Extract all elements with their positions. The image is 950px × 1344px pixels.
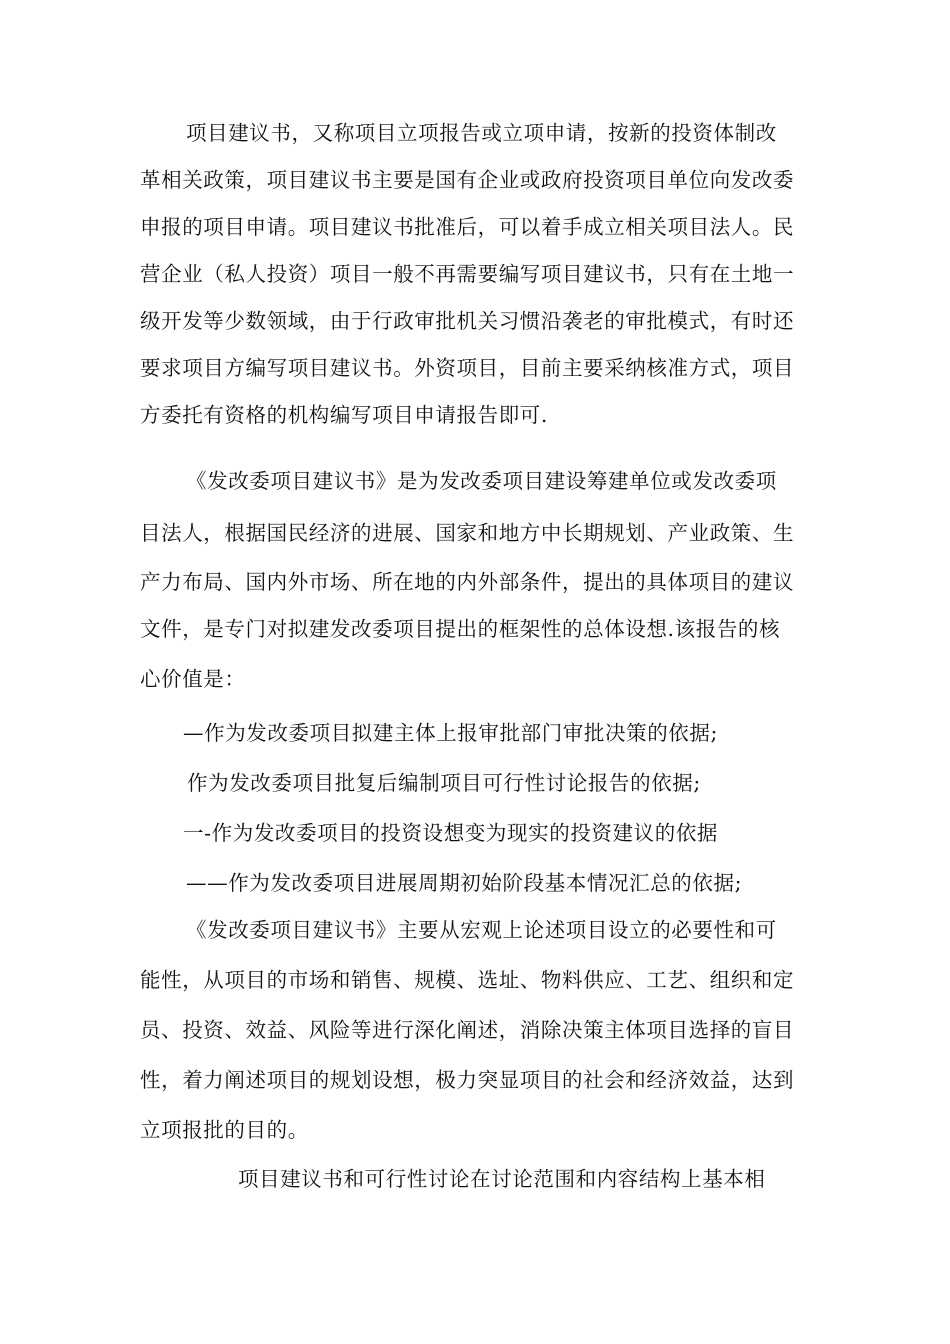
list-item-2: 作为发改委项目批复后编制项目可行性讨论报告的依据; bbox=[187, 771, 701, 795]
paragraph-4-line-1: 项目建议书和可行性讨论在讨论范围和内容结构上基本相 bbox=[238, 1167, 766, 1191]
paragraph-3-line-5: 立项报批的目的。 bbox=[140, 1118, 309, 1142]
paragraph-2-line-1: 《发改委项目建议书》是为发改委项目建设筹建单位或发改委项 bbox=[186, 469, 777, 493]
paragraph-2-line-2: 目法人，根据国民经济的进展、国家和地方中长期规划、产业政策、生 bbox=[140, 521, 795, 545]
paragraph-1-line-5: 级开发等少数领域，由于行政审批机关习惯沿袭老的审批模式，有时还 bbox=[140, 309, 795, 333]
paragraph-3-line-3: 员、投资、效益、风险等进行深化阐述，消除决策主体项目选择的盲目 bbox=[140, 1018, 795, 1042]
paragraph-2-line-3: 产力布局、国内外市场、所在地的内外部条件，提出的具体项目的建议 bbox=[140, 570, 795, 594]
paragraph-1-line-7: 方委托有资格的机构编写项目申请报告即可. bbox=[140, 403, 549, 427]
paragraph-3-line-4: 性，着力阐述项目的规划设想，极力突显项目的社会和经济效益，达到 bbox=[140, 1068, 795, 1092]
list-item-4: ——作为发改委项目进展周期初始阶段基本情况汇总的依据; bbox=[186, 871, 743, 895]
list-item-1: —作为发改委项目拟建主体上报审批部门审批决策的依据; bbox=[183, 721, 719, 745]
paragraph-1-line-4: 营企业（私人投资）项目一般不再需要编写项目建议书，只有在土地一 bbox=[140, 262, 795, 286]
paragraph-3-line-2: 能性，从项目的市场和销售、规模、选址、物料供应、工艺、组织和定 bbox=[140, 968, 795, 992]
paragraph-2-line-4: 文件，是专门对拟建发改委项目提出的框架性的总体设想.该报告的核 bbox=[140, 617, 781, 641]
paragraph-1-line-6: 要求项目方编写项目建议书。外资项目，目前主要采纳核准方式，项目 bbox=[140, 356, 795, 380]
paragraph-2-line-5: 心价值是： bbox=[140, 667, 246, 691]
paragraph-1-line-3: 申报的项目申请。项目建议书批准后，可以着手成立相关项目法人。民 bbox=[140, 215, 795, 239]
paragraph-3-line-1: 《发改委项目建议书》主要从宏观上论述项目设立的必要性和可 bbox=[186, 918, 777, 942]
paragraph-1-line-2: 革相关政策，项目建议书主要是国有企业或政府投资项目单位向发改委 bbox=[140, 168, 795, 192]
paragraph-1-line-1: 项目建议书，又称项目立项报告或立项申请，按新的投资体制改 bbox=[186, 121, 777, 145]
list-item-3: 一-作为发改委项目的投资设想变为现实的投资建议的依据 bbox=[183, 821, 719, 845]
